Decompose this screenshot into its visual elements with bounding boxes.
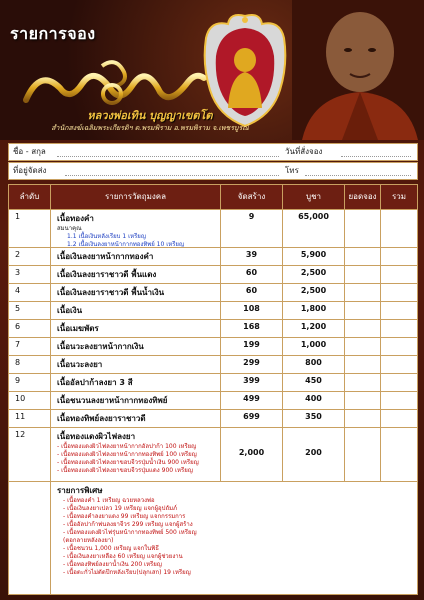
address-input-line[interactable] — [65, 175, 279, 176]
row-note: - เนื้อทองแดงผิวไฟลงยาขอบจีวรปุ่มน้ำเงิน 900 เหรียญ — [57, 459, 199, 466]
table-row — [9, 337, 417, 355]
row-price: 2,500 — [283, 284, 345, 301]
special-no-cell — [9, 482, 51, 594]
name-input-line[interactable] — [57, 156, 279, 157]
row-no: 4 — [9, 284, 51, 301]
row-total-input[interactable] — [381, 320, 417, 337]
row-reserve-input[interactable] — [345, 284, 381, 301]
row-reserve-input[interactable] — [345, 374, 381, 391]
row-price: 200 — [283, 428, 345, 481]
info-row-address — [8, 162, 418, 180]
row-made: 9 — [221, 210, 283, 247]
row-reserve-input[interactable] — [345, 356, 381, 373]
row-made: 699 — [221, 410, 283, 427]
special-item: - เนื้อตะกั่วไม่ตัดปีกหลังเรียบ(ปลุกเสก) 19 เหรียญ — [63, 569, 191, 576]
row-reserve-input[interactable] — [345, 320, 381, 337]
special-title: รายการพิเศษ — [57, 486, 103, 495]
row-total-input[interactable] — [381, 374, 417, 391]
row-no: 3 — [9, 266, 51, 283]
row-name: เนื้อเงินลงยาราชาวดี พื้นน้ำเงิน — [51, 284, 221, 301]
row-no: 10 — [9, 392, 51, 409]
row-note: 1.1 เนื้อเงินหลังเรียบ 1 เหรียญ — [67, 233, 146, 240]
header-made: จัดสร้าง — [221, 185, 283, 209]
row-name: เนื้ออัลปาก้าลงยา 3 สี — [51, 374, 221, 391]
row-reserve-input[interactable] — [345, 392, 381, 409]
monk-portrait — [292, 0, 424, 140]
row-total-input[interactable] — [381, 266, 417, 283]
row-reserve-input[interactable] — [345, 266, 381, 283]
row-price: 1,000 — [283, 338, 345, 355]
special-list — [51, 482, 345, 594]
row-made: 108 — [221, 302, 283, 319]
row-total-input[interactable] — [381, 284, 417, 301]
row-price: 400 — [283, 392, 345, 409]
header-price: บูชา — [283, 185, 345, 209]
row-name: เนื้อเงิน — [51, 302, 221, 319]
special-item: (ตอกลายหลังลงยา) — [63, 537, 114, 544]
row-total-input[interactable] — [381, 248, 417, 265]
row-name: เนื้อทองแดงผิวไฟลงยา — [57, 432, 136, 441]
table-row — [9, 209, 417, 247]
header-no: ลำดับ — [9, 185, 51, 209]
date-input-line[interactable] — [341, 156, 411, 157]
row-no: 11 — [9, 410, 51, 427]
special-item: - เนื้อเงินลงยาเหลือง 60 เหรียญ แจกผู้ช่วยงาน — [63, 553, 183, 560]
row-price: 5,900 — [283, 248, 345, 265]
special-section — [9, 481, 417, 594]
header-label: รายการจอง — [10, 24, 96, 43]
special-item: - เนื้อทองคำ 1 เหรียญ ฉวยหลวงพ่อ — [63, 497, 155, 504]
row-no: 8 — [9, 356, 51, 373]
row-price: 65,000 — [283, 210, 345, 247]
row-name-cell — [51, 428, 221, 481]
row-total-input[interactable] — [381, 410, 417, 427]
table-row — [9, 409, 417, 427]
row-price: 800 — [283, 356, 345, 373]
row-name: เนื้อนวะลงยา — [51, 356, 221, 373]
header-item: รายการวัตถุมงคล — [51, 185, 221, 209]
table-row — [9, 319, 417, 337]
row-name: เนื้อนวะลงยาหน้ากากเงิน — [51, 338, 221, 355]
row-reserve-input[interactable] — [345, 338, 381, 355]
row-reserve-input[interactable] — [345, 248, 381, 265]
row-price: 2,500 — [283, 266, 345, 283]
row-reserve-input[interactable] — [345, 428, 381, 481]
row-made: 499 — [221, 392, 283, 409]
row-name: เนื้อทองคำ — [57, 214, 94, 223]
header-banner — [0, 0, 424, 140]
row-name: เนื้อทองทิพย์ลงยาราชาวดี — [51, 410, 221, 427]
row-price: 450 — [283, 374, 345, 391]
row-total-input[interactable] — [381, 302, 417, 319]
order-table — [8, 184, 418, 595]
row-name: เนื้อเมฆพัตร — [51, 320, 221, 337]
special-item: - เนื้อเงินลงยาเปลว 19 เหรียญ แจกผู้อุปถัมภ์ — [63, 505, 178, 512]
temple-address: สำนักสงฆ์เฉลิมพระเกียรติฯ ต.พรมพิราม อ.พรมพิราม จ.เพชรบูรณ์ — [51, 124, 249, 132]
row-note: - เนื้อทองแดงผิวไฟลงยาหน้ากากทองทิพย์ 100 เหรียญ — [57, 451, 197, 458]
monk-name: หลวงพ่อเทิน บุญญาเขตโต — [87, 109, 213, 122]
row-name: เนื้อชนวนลงยาหน้ากากทองทิพย์ — [51, 392, 221, 409]
row-total-input[interactable] — [381, 356, 417, 373]
row-total-input[interactable] — [381, 210, 417, 247]
special-item: - เนื้อทองแดงผิวไฟรุ่นหน้ากากทองทิพย์ 500 เหรียญ — [63, 529, 197, 536]
row-made: 60 — [221, 284, 283, 301]
row-no: 6 — [9, 320, 51, 337]
row-made: 60 — [221, 266, 283, 283]
row-made: 299 — [221, 356, 283, 373]
phone-label: โทร — [285, 166, 299, 175]
special-item: - เนื้อชนวน 1,000 เหรียญ แจกในพิธี — [63, 545, 159, 552]
phone-input-line[interactable] — [305, 175, 411, 176]
table-row — [9, 355, 417, 373]
table-row — [9, 247, 417, 265]
row-made: 168 — [221, 320, 283, 337]
table-row — [9, 391, 417, 409]
row-no: 5 — [9, 302, 51, 319]
row-no: 7 — [9, 338, 51, 355]
info-row-name — [8, 143, 418, 161]
row-reserve-input[interactable] — [345, 210, 381, 247]
row-name: เนื้อเงินลงยาราชาวดี พื้นแดง — [51, 266, 221, 283]
special-item: - เนื้อทองคำลงยาแดง 99 เหรียญ แจกกรรมการ — [63, 513, 186, 520]
name-label: ชื่อ - สกุล — [13, 147, 46, 156]
row-no: 9 — [9, 374, 51, 391]
row-note: - เนื้อทองแดงผิวไฟลงยาหน้ากากอัลปาก้า 100 เหรียญ — [57, 443, 197, 450]
row-made: 39 — [221, 248, 283, 265]
row-made: 199 — [221, 338, 283, 355]
row-reserve-input[interactable] — [345, 302, 381, 319]
table-row — [9, 427, 417, 481]
address-label: ที่อยู่จัดส่ง — [13, 166, 47, 175]
row-reserve-input[interactable] — [345, 410, 381, 427]
table-row — [9, 301, 417, 319]
table-row — [9, 373, 417, 391]
row-total-input[interactable] — [381, 338, 417, 355]
row-made: 399 — [221, 374, 283, 391]
row-note: สมนาคุณ — [57, 225, 82, 232]
row-name: เนื้อเงินลงยาหน้ากากทองคำ — [51, 248, 221, 265]
date-label: วันที่สั่งจอง — [285, 147, 323, 156]
row-price: 350 — [283, 410, 345, 427]
table-row — [9, 283, 417, 301]
row-no: 2 — [9, 248, 51, 265]
table-row — [9, 265, 417, 283]
row-price: 1,200 — [283, 320, 345, 337]
row-total-input[interactable] — [381, 392, 417, 409]
row-note: - เนื้อทองแดงผิวไฟลงยาขอบจีวรปุ่มแดง 900 เหรียญ — [57, 467, 193, 474]
row-no: 1 — [9, 210, 51, 247]
header-total: รวม — [381, 185, 417, 209]
row-name-cell — [51, 210, 221, 247]
special-item: - เนื้อทองทิพย์ลงยาน้ำเงิน 200 เหรียญ — [63, 561, 162, 568]
header-reserve: ยอดจอง — [345, 185, 381, 209]
special-item: - เนื้ออัลปาก้าพ่นลงยาจีวร 299 เหรียญ แจกผู้สร้าง — [63, 521, 193, 528]
row-total-input[interactable] — [381, 428, 417, 481]
row-price: 1,800 — [283, 302, 345, 319]
row-made: 2,000 — [221, 428, 283, 481]
row-no: 12 — [9, 428, 51, 481]
row-note: 1.2 เนื้อเงินลงยาหน้ากากทองทิพย์ 10 เหรียญ — [67, 241, 185, 248]
